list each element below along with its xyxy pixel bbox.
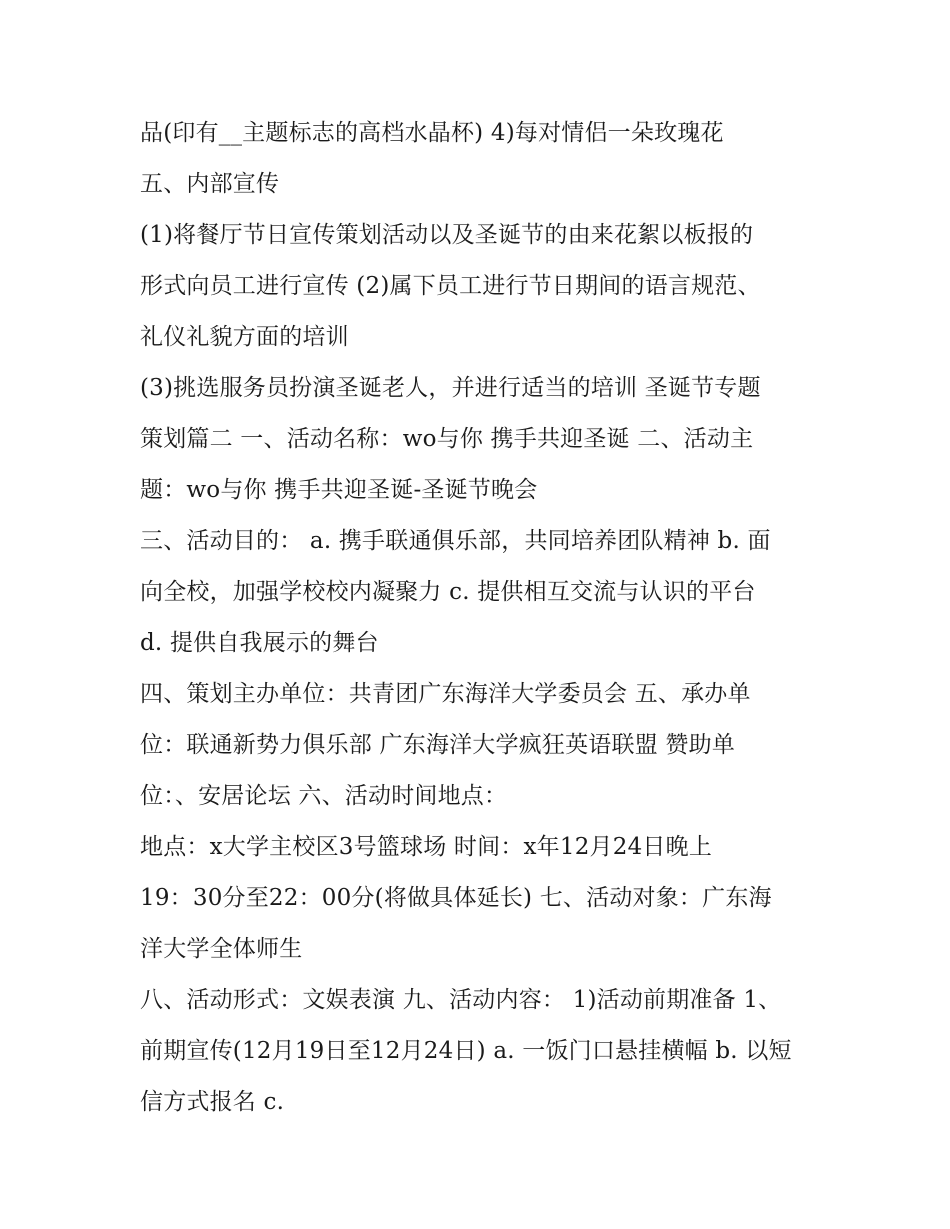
text-line: 信方式报名 c. bbox=[140, 1089, 285, 1115]
text-line: 形式向员工进行宣传 (2)属下员工进行节日期间的语言规范、 bbox=[140, 273, 761, 299]
text-line: 礼仪礼貌方面的培训 bbox=[140, 324, 349, 350]
text-line: 位：、安居论坛 六、活动时间地点： bbox=[140, 783, 508, 809]
text-line: 八、活动形式：文娱表演 九、活动内容： 1)活动前期准备 1、 bbox=[140, 987, 782, 1013]
text-line: (3)挑选服务员扮演圣诞老人，并进行适当的培训 圣诞节专题 bbox=[140, 375, 761, 401]
text-line: 前期宣传(12月19日至12月24日) a. 一饭门口悬挂横幅 b. 以短 bbox=[140, 1038, 792, 1064]
document-body bbox=[140, 108, 830, 1128]
text-line: 向全校，加强学校校内凝聚力 c. 提供相互交流与认识的平台 bbox=[140, 579, 756, 605]
section-heading: 五、内部宣传 bbox=[140, 171, 280, 197]
text-line: d. 提供自我展示的舞台 bbox=[140, 630, 379, 656]
text-line: 策划篇二 一、活动名称：wo与你 携手共迎圣诞 二、活动主 bbox=[140, 426, 754, 452]
text-line: 19：30分至22：00分(将做具体延长) 七、活动对象：广东海 bbox=[140, 885, 772, 911]
text-line: 题：wo与你 携手共迎圣诞-圣诞节晚会 bbox=[140, 477, 538, 503]
text-line: 地点：x大学主校区3号篮球场 时间：x年12月24日晚上 bbox=[140, 834, 713, 860]
text-line: (1)将餐厅节日宣传策划活动以及圣诞节的由来花絮以板报的 bbox=[140, 222, 754, 248]
text-line: 四、策划主办单位：共青团广东海洋大学委员会 五、承办单 bbox=[140, 681, 751, 707]
text-line: 三、活动目的： a. 携手联通俱乐部，共同培养团队精神 b. 面 bbox=[140, 528, 771, 554]
text-line: 位：联通新势力俱乐部 广东海洋大学疯狂英语联盟 赞助单 bbox=[140, 732, 736, 758]
text-line: 洋大学全体师生 bbox=[140, 936, 303, 962]
text-line: 品(印有__主题标志的高档水晶杯) 4)每对情侣一朵玫瑰花 bbox=[140, 120, 724, 146]
